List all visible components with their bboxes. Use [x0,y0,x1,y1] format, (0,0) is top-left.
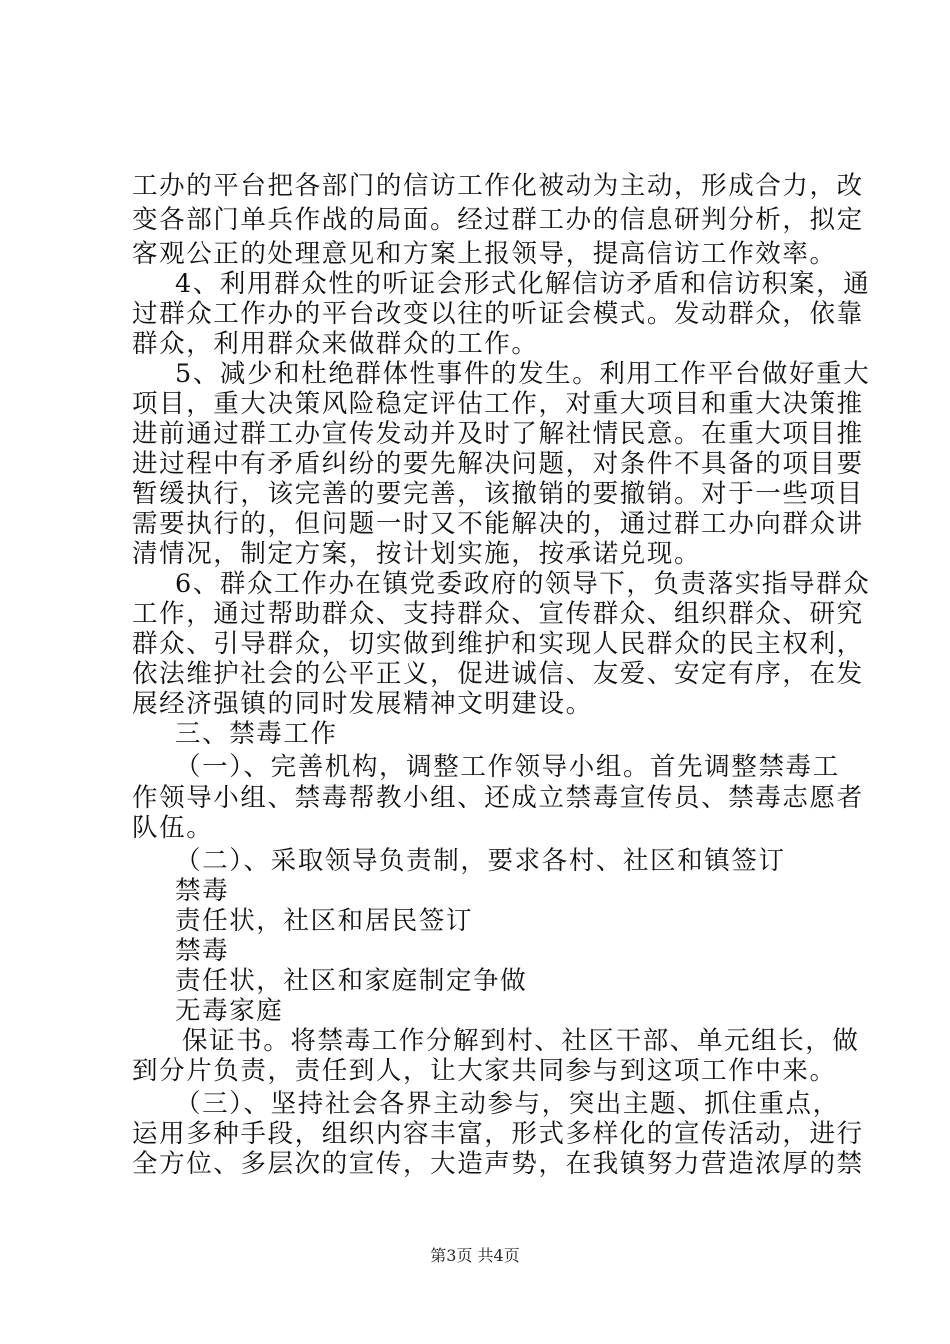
text-line: 需要执行的，但问题一时又不能解决的，通过群工办向群众讲 [132,509,864,539]
text-line: 全方位、多层次的宣传，大造声势，在我镇努力营造浓厚的禁 [132,1149,864,1179]
text-line: 作领导小组、禁毒帮教小组、还成立禁毒宣传员、禁毒志愿者 [132,783,864,813]
text-line: （三）、坚持社会各界主动参与，突出主题、抓住重点， [175,1089,840,1119]
text-line: 到分片负责，责任到人，让大家共同参与到这项工作中来。 [132,1056,837,1086]
text-line: 责任状，社区和家庭制定争做 [175,966,528,996]
text-line: 队伍。 [132,813,214,843]
text-line: 工作，通过帮助群众、支持群众、宣传群众、组织群众、研究 [132,599,864,629]
text-line: 清情况，制定方案，按计划实施，按承诺兑现。 [132,539,702,569]
page-footer: 第3页 共4页 [430,1246,520,1265]
text-line: 进过程中有矛盾纠纷的要先解决问题，对条件不具备的项目要 [132,449,864,479]
text-line: 无毒家庭 [175,996,284,1026]
section-heading: 三、禁毒工作 [175,719,338,749]
text-line: 展经济强镇的同时发展精神文明建设。 [132,689,593,719]
text-line: 运用多种手段，组织内容丰富，形式多样化的宣传活动，进行 [132,1119,864,1149]
text-line: （二）、采取领导负责制，要求各村、社区和镇签订 [175,846,786,876]
text-line: 项目，重大决策风险稳定评估工作，对重大项目和重大决策推 [132,389,864,419]
text-line: 5、减少和杜绝群体性事件的发生。利用工作平台做好重大 [175,359,871,389]
text-line: 客观公正的处理意见和方案上报领导，提高信访工作效率。 [132,239,837,269]
text-line: 变各部门单兵作战的局面。经过群工办的信息研判分析，拟定 [132,205,864,235]
text-line: 群众，利用群众来做群众的工作。 [132,329,539,359]
text-line: 责任状，社区和居民签订 [175,906,474,936]
text-line: 4、利用群众性的听证会形式化解信访矛盾和信访积案，通 [175,269,871,299]
text-line: 工办的平台把各部门的信访工作化被动为主动，形成合力，改 [132,171,864,201]
text-line: 群众、引导群众，切实做到维护和实现人民群众的民主权利， [132,629,864,659]
text-line: （一）、完善机构，调整工作领导小组。首先调整禁毒工 [175,752,840,782]
text-line: 禁毒 [175,936,230,966]
text-line: 过群众工作办的平台改变以往的听证会模式。发动群众，依靠 [132,299,864,329]
text-line: 依法维护社会的公平正义，促进诚信、友爱、安定有序，在发 [132,659,864,689]
text-line: 禁毒 [175,876,230,906]
text-line: 6、群众工作办在镇党委政府的领导下，负责落实指导群众 [175,569,871,599]
text-line: 保证书。将禁毒工作分解到村、社区干部、单元组长，做 [182,1026,860,1056]
text-line: 暂缓执行，该完善的要完善，该撤销的要撤销。对于一些项目 [132,479,864,509]
text-line: 进前通过群工办宣传发动并及时了解社情民意。在重大项目推 [132,419,864,449]
